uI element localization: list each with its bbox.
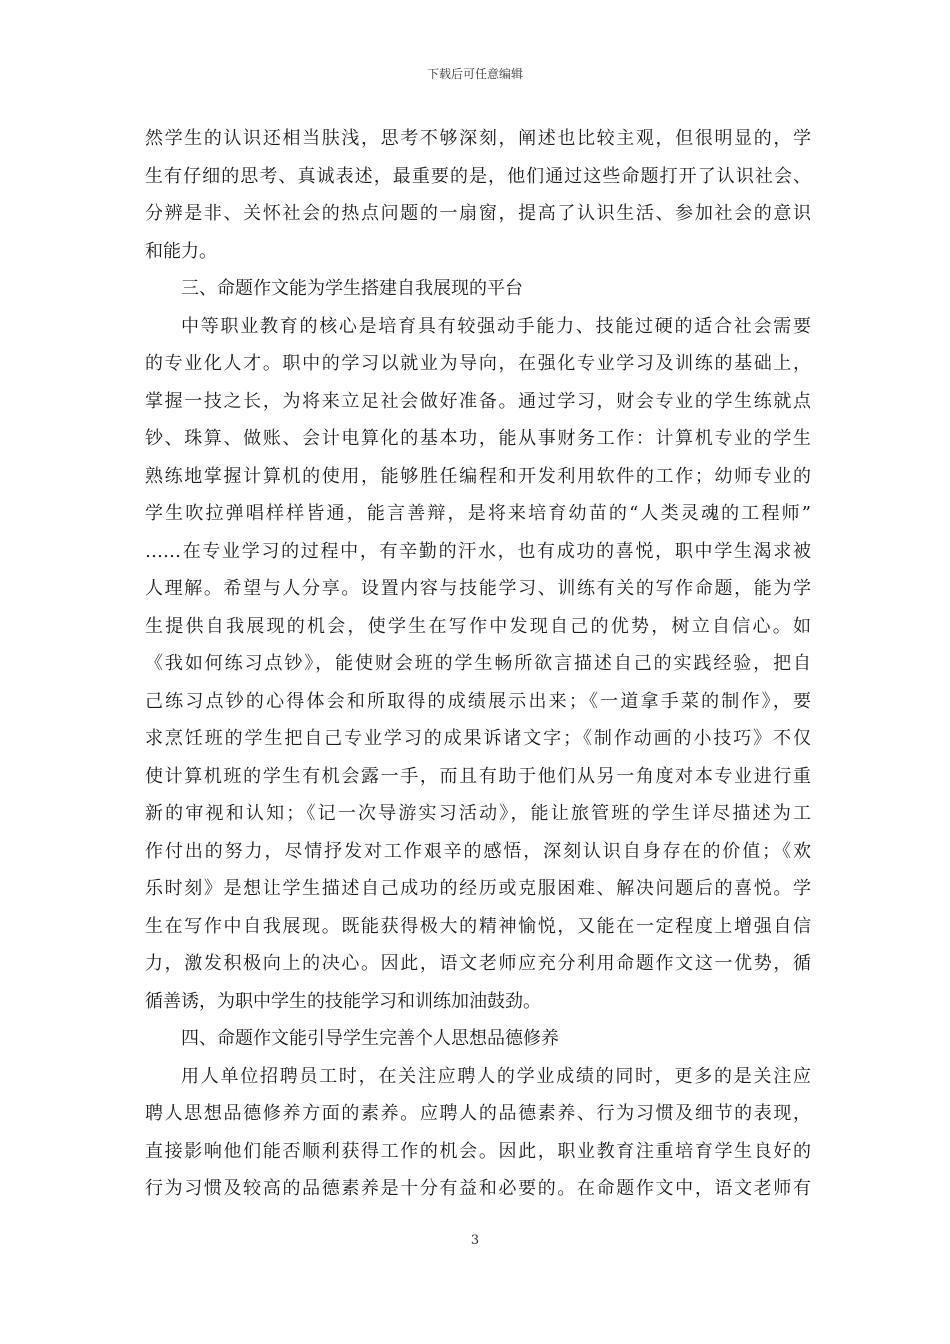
body-line: 生有仔细的思考、真诚表述，最重要的是，他们通过这些命题打开了认识社会、 xyxy=(145,165,811,187)
body-line: 人理解。希望与人分享。设置内容与技能学习、训练有关的写作命题，能为学 xyxy=(145,578,811,599)
body-line: 分辨是非、关怀社会的热点问题的一扇窗，提高了认识生活、参加社会的意识 xyxy=(145,203,811,224)
page-header: 下载后可任意编辑 xyxy=(426,67,523,81)
body-line: 使计算机班的学生有机会露一手，而且有助于他们从另一角度对本专业进行重 xyxy=(145,765,811,787)
body-line: 和能力。 xyxy=(145,240,217,262)
body-line: 生提供自我展现的机会，使学生在写作中发现自己的优势，树立自信心。如 xyxy=(145,615,811,637)
body-line: 作付出的努力，尽情抒发对工作艰辛的感悟，深刻认识自身存在的价值；《欢 xyxy=(145,840,811,862)
body-line: 《我如何练习点钞》，能使财会班的学生畅所欲言描述自己的实践经验，把自 xyxy=(145,653,811,674)
body-line: 生在写作中自我展现。既能获得极大的精神愉悦，又能在一定程度上增强自信 xyxy=(145,915,811,937)
body-line: 力，激发积极向上的决心。因此，语文老师应充分利用命题作文这一优势，循 xyxy=(145,953,811,974)
body-line: 直接影响他们能否顺利获得工作的机会。因此，职业教育注重培育学生良好的 xyxy=(145,1140,811,1162)
document-body xyxy=(145,120,811,1208)
body-line: 循善诱，为职中学生的技能学习和训练加油鼓劲。 xyxy=(145,990,541,1012)
body-line: 新的审视和认知；《记一次导游实习活动》，能让旅管班的学生详尽描述为工 xyxy=(145,803,811,824)
page-number: 3 xyxy=(470,1233,480,1248)
section-heading-3: 三、命题作文能为学生搭建自我展现的平台 xyxy=(181,278,523,299)
body-line: 学生吹拉弹唱样样皆通，能言善辩，是将来培育幼苗的“人类灵魂的工程师” xyxy=(145,503,811,524)
body-line: 掌握一技之长，为将来立足社会做好准备。通过学习，财会专业的学生练就点 xyxy=(145,390,811,412)
body-line: 的专业化人才。职中的学习以就业为导向，在强化专业学习及训练的基础上， xyxy=(145,353,811,374)
body-line: 己练习点钞的心得体会和所取得的成绩展示出来；《一道拿手菜的制作》，要 xyxy=(145,690,811,712)
body-line: 钞、珠算、做账、会计电算化的基本功，能从事财务工作：计算机专业的学生 xyxy=(145,428,811,449)
body-line: 聘人思想品德修养方面的素养。应聘人的品德素养、行为习惯及细节的表现， xyxy=(145,1103,811,1124)
body-line: 乐时刻》是想让学生描述自己成功的经历或克服困难、解决问题后的喜悦。学 xyxy=(145,878,811,899)
body-line: ……在专业学习的过程中，有辛勤的汗水，也有成功的喜悦，职中学生渴求被 xyxy=(145,540,811,562)
section-heading-4: 四、命题作文能引导学生完善个人思想品德修养 xyxy=(181,1028,559,1049)
body-line: 行为习惯及较高的品德素养是十分有益和必要的。在命题作文中，语文老师有 xyxy=(145,1178,811,1199)
body-line: 熟练地掌握计算机的使用，能够胜任编程和开发利用软件的工作；幼师专业的 xyxy=(145,465,811,487)
body-line: 中等职业教育的核心是培育具有较强动手能力、技能过硬的适合社会需要 xyxy=(181,315,811,337)
body-line: 求烹饪班的学生把自己专业学习的成果诉诸文字；《制作动画的小技巧》不仅 xyxy=(145,728,811,749)
body-line: 用人单位招聘员工时，在关注应聘人的学业成绩的同时，更多的是关注应 xyxy=(181,1065,811,1087)
body-line: 然学生的认识还相当肤浅，思考不够深刻，阐述也比较主观，但很明显的，学 xyxy=(145,128,811,149)
